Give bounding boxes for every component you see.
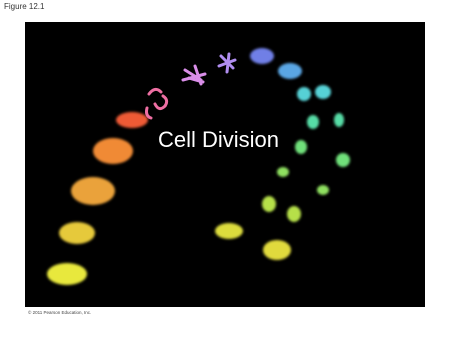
cell-interphase-2 bbox=[59, 222, 95, 244]
cell-prophase-1 bbox=[93, 138, 133, 164]
cell-daughter-10 bbox=[263, 240, 291, 260]
cell-daughter-2 bbox=[334, 113, 344, 127]
cell-daughter-6 bbox=[317, 185, 329, 195]
cell-anaphase-1 bbox=[250, 48, 274, 64]
cell-daughter-1 bbox=[307, 115, 319, 129]
cell-daughter-3 bbox=[295, 140, 307, 154]
cell-daughter-7 bbox=[262, 196, 276, 212]
cell-interphase-1 bbox=[47, 263, 87, 285]
cell-metaphase-1 bbox=[183, 66, 205, 84]
cell-prophase-2 bbox=[116, 112, 148, 128]
cell-daughter-4 bbox=[336, 153, 350, 167]
cell-telophase-2 bbox=[315, 85, 331, 99]
page-title: Cell Division bbox=[158, 127, 280, 152]
cell-daughter-8 bbox=[287, 206, 301, 222]
cell-division-micrograph bbox=[25, 22, 425, 307]
copyright-notice: © 2011 Pearson Education, Inc. bbox=[28, 310, 92, 315]
cell-daughter-9 bbox=[215, 223, 243, 239]
cell-interphase-3 bbox=[71, 177, 115, 205]
figure-label: Figure 12.1 bbox=[4, 2, 45, 11]
cell-telophase-1 bbox=[297, 87, 311, 101]
cell-anaphase-2 bbox=[278, 63, 302, 79]
cell-prometaphase bbox=[147, 89, 167, 118]
cell-daughter-5 bbox=[277, 167, 289, 177]
cell-metaphase-2 bbox=[219, 54, 235, 72]
micrograph-panel bbox=[25, 22, 425, 307]
